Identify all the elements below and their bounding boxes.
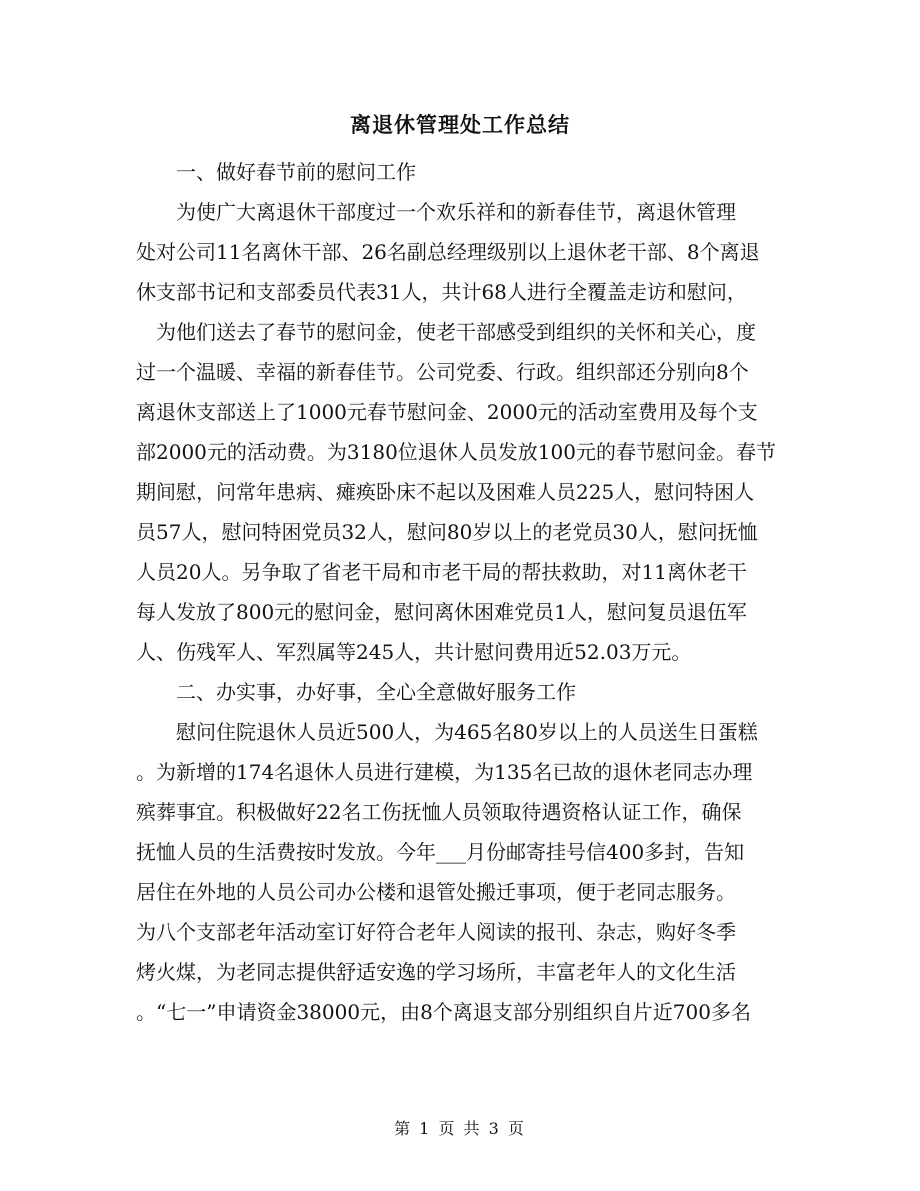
body-line: 员57人，慰问特困党员32人，慰问80岁以上的老党员30人，慰问抚恤 (136, 520, 758, 544)
body-line: 休支部书记和支部委员代表31人，共计68人进行全覆盖走访和慰问， (136, 280, 747, 304)
body-line: 离退休支部送上了1000元春节慰问金、2000元的活动室费用及每个支 (136, 400, 758, 424)
body-line: 人员20人。另争取了省老干局和市老干局的帮扶救助，对11离休老干 (136, 560, 747, 584)
section-heading-1: 一、做好春节前的慰问工作 (176, 160, 416, 184)
body-line: 期间慰，问常年患病、瘫痪卧床不起以及困难人员225人，慰问特困人 (136, 480, 755, 504)
body-line: 慰问住院退休人员近500人，为465名80岁以上的人员送生日蛋糕 (176, 720, 758, 744)
body-line: 烤火煤，为老同志提供舒适安逸的学习场所，丰富老年人的文化生活 (136, 960, 736, 984)
document-title: 离退休管理处工作总结 (350, 112, 570, 137)
body-line: 每人发放了800元的慰问金，慰问离休困难党员1人，慰问复员退伍军 (136, 600, 747, 624)
body-line: 。为新增的174名退休人员进行建模，为135名已故的退休老同志办理 (136, 760, 753, 784)
body-line: 居住在外地的人员公司办公楼和退管处搬迁事项，便于老同志服务。 (136, 880, 736, 904)
section-heading-2: 二、办实事，办好事，全心全意做好服务工作 (176, 680, 576, 704)
body-line: 。“七一”申请资金38000元，由8个离退支部分别组织自片近700多名 (136, 1000, 751, 1024)
body-line: 为八个支部老年活动室订好符合老年人阅读的报刊、杂志，购好冬季 (136, 920, 736, 944)
body-line: 为他们送去了春节的慰问金，使老干部感受到组织的关怀和关心，度 (156, 320, 756, 344)
body-line: 为使广大离退休干部度过一个欢乐祥和的新春佳节，离退休管理 (176, 200, 736, 224)
page-footer: 第 1 页 共 3 页 (394, 1119, 526, 1138)
body-line: 部2000元的活动费。为3180位退休人员发放100元的春节慰问金。春节 (136, 440, 776, 464)
body-line: 抚恤人员的生活费按时发放。今年___月份邮寄挂号信400多封，告知 (136, 840, 745, 864)
body-line: 殡葬事宜。积极做好22名工伤抚恤人员领取待遇资格认证工作，确保 (136, 800, 742, 824)
body-line: 处对公司11名离休干部、26名副总经理级别以上退休老干部、8个离退 (136, 240, 760, 264)
body-line: 过一个温暖、幸福的新春佳节。公司党委、行政。组织部还分别向8个 (136, 360, 749, 384)
body-line: 人、伤残军人、军烈属等245人，共计慰问费用近52.03万元。 (136, 640, 692, 664)
